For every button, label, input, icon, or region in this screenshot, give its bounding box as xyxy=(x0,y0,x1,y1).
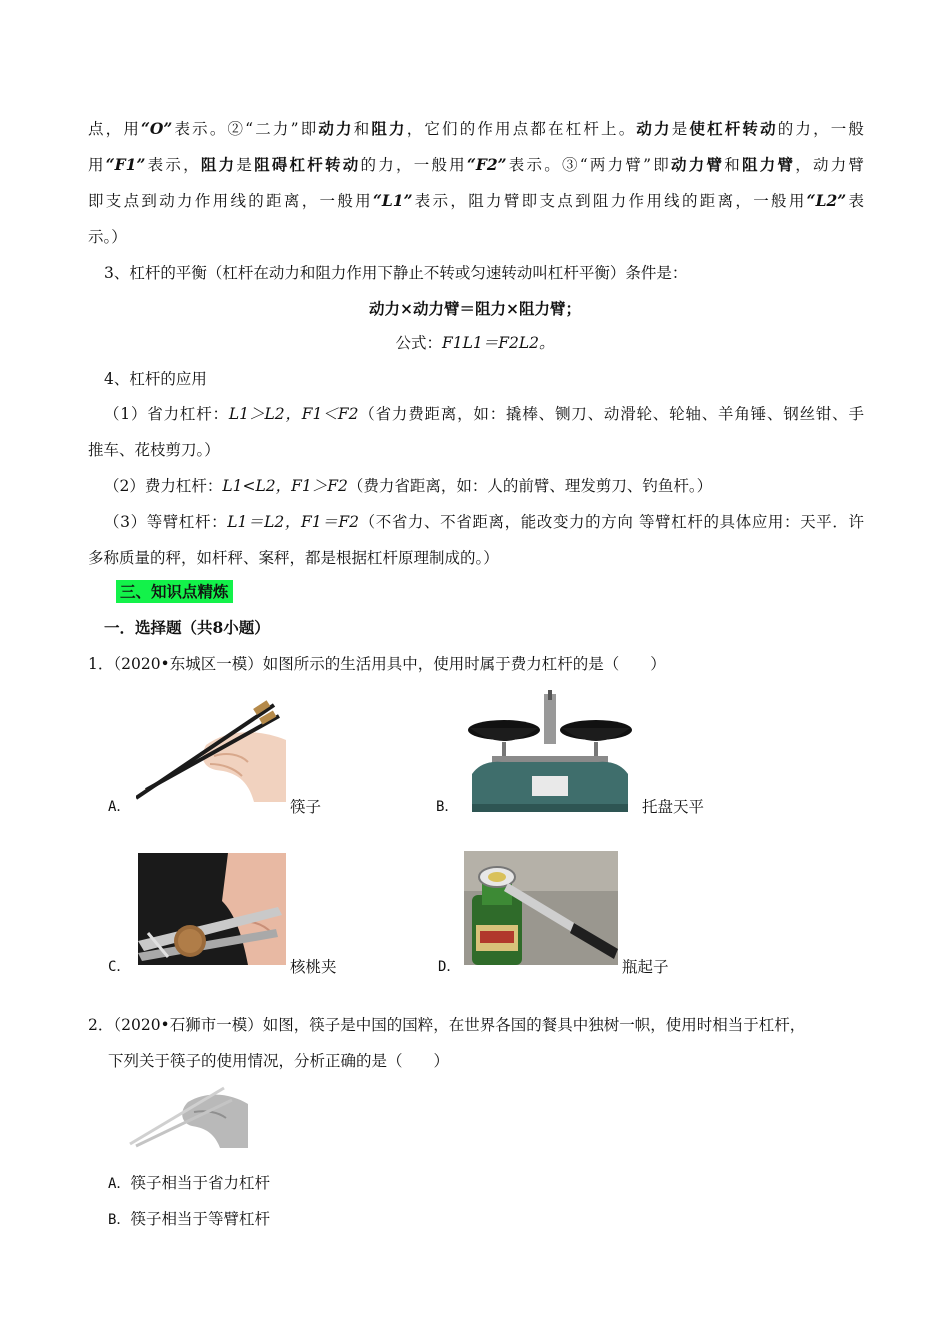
intro-line-2 xyxy=(88,155,864,175)
text: （1）省力杠杆： xyxy=(104,405,229,423)
option-c-letter: C． xyxy=(108,959,131,975)
intro-line-1 xyxy=(88,119,864,139)
formula: L1<L2，F1＞F2 xyxy=(222,477,348,495)
section-heading xyxy=(116,582,864,602)
text: 是 xyxy=(236,156,255,174)
symbol-l2: “L2” xyxy=(806,191,847,210)
text: 表示，阻力臂即支点到阻力作用线的距离，一般用 xyxy=(412,192,807,210)
formula: L1＝L2，F1＝F2 xyxy=(227,513,359,531)
term: 使杠杆转动 xyxy=(689,119,778,138)
text: （费力省距离，如：人的前臂、理发剪刀、钓鱼杆。） xyxy=(347,477,713,495)
application-c1 xyxy=(104,404,864,424)
section-sub: 一．选择题（共8小题） xyxy=(104,618,270,637)
q2-option-a[interactable] xyxy=(108,1173,864,1194)
text: ，它们的作用点都在杠杆上。 xyxy=(406,120,637,138)
term: 阻力臂 xyxy=(742,155,796,174)
application-c3-cont: 多称质量的秤，如杆秤、案秤，都是根据杠杆原理制成的。） xyxy=(88,549,499,567)
option-letter: B． xyxy=(108,1212,131,1228)
option-c-label[interactable]: 核桃夹 xyxy=(290,958,337,976)
text: （省力费距离，如：撬棒、铡刀、动滑轮、轮轴、羊角锤、钢丝钳、手 xyxy=(358,405,864,423)
application-c3 xyxy=(104,512,864,532)
balance-scale-image xyxy=(462,690,638,814)
option-letter: A． xyxy=(108,1176,131,1192)
chopsticks-image xyxy=(136,700,286,802)
symbol-f2: “F2” xyxy=(466,155,507,174)
option-b-label[interactable]: 托盘天平 xyxy=(642,798,705,816)
application-title: 4、杠杆的应用 xyxy=(104,370,207,388)
text: 表示， xyxy=(145,156,201,174)
text: 表示。②“二力”即 xyxy=(172,120,319,138)
q1-stem: 1．（2020•东城区一模）如图所示的生活用具中，使用时属于费力杠杆的是（ ） xyxy=(88,655,666,673)
q2-option-b[interactable] xyxy=(108,1209,864,1230)
text: 的力，一般用 xyxy=(360,156,467,174)
text: 表示。③“两力臂”即 xyxy=(506,156,672,174)
option-text: 筷子相当于省力杠杆 xyxy=(130,1174,270,1192)
text: （3）等臂杠杆： xyxy=(104,513,228,531)
term-resistance: 阻力 xyxy=(371,119,407,138)
text: 的力，一般 xyxy=(777,120,864,138)
formula-label: 公式： xyxy=(395,334,442,352)
q2-stem-2: 下列关于筷子的使用情况，分析正确的是（ ） xyxy=(108,1052,450,1070)
text: 和 xyxy=(353,120,372,138)
option-d-letter: D． xyxy=(438,959,461,975)
text: （不省力、不省距离，能改变力的方向 等臂杠杆的具体应用：天平．许 xyxy=(358,513,864,531)
chopsticks-hand-image xyxy=(128,1082,248,1148)
q2-stem-1: 2．（2020•石狮市一模）如图，筷子是中国的国粹，在世界各国的餐具中独树一帜，使用时相当于杠杆， xyxy=(88,1016,806,1034)
intro-line-3 xyxy=(88,191,864,211)
application-c1-cont: 推车、花枝剪刀。） xyxy=(88,441,220,459)
text: 表 xyxy=(846,192,864,210)
balance-item: 3、杠杆的平衡（杠杆在动力和阻力作用下静止不转或匀速转动叫杠杆平衡）条件是： xyxy=(104,264,688,282)
symbol-f1: “F1” xyxy=(105,155,146,174)
formula: L1＞L2，F1＜F2 xyxy=(228,405,359,423)
text: ，动力臂 xyxy=(795,156,864,174)
text: 即支点到动力作用线的距离，一般用 xyxy=(88,192,373,210)
option-d-label[interactable]: 瓶起子 xyxy=(622,958,669,976)
formula: F1L1＝F2L2。 xyxy=(441,334,555,352)
option-a-label[interactable]: 筷子 xyxy=(290,798,322,816)
text: （2）费力杠杆： xyxy=(104,477,223,495)
balance-rule: 动力×动力臂＝阻力×阻力臂； xyxy=(369,299,581,318)
highlighted-heading: 三、知识点精炼 xyxy=(116,580,233,603)
application-c2 xyxy=(104,476,864,496)
text: 用 xyxy=(88,156,106,174)
symbol-o: “O” xyxy=(141,119,173,138)
term: 阻碍杠杆转动 xyxy=(254,155,361,174)
bottle-opener-image xyxy=(464,851,618,965)
symbol-l1: “L1” xyxy=(372,191,413,210)
term-effort: 动力 xyxy=(318,119,354,138)
option-b-letter: B． xyxy=(436,799,459,815)
text: 和 xyxy=(724,156,742,174)
text: 是 xyxy=(671,120,690,138)
option-text: 筷子相当于等臂杠杆 xyxy=(130,1210,270,1228)
intro-line-4: 示。） xyxy=(88,228,127,246)
term-effort: 动力 xyxy=(636,119,672,138)
term: 阻力 xyxy=(200,155,237,174)
term: 动力臂 xyxy=(671,155,725,174)
text: 点，用 xyxy=(88,120,141,138)
balance-formula xyxy=(0,333,950,353)
option-a-letter: A． xyxy=(108,799,131,815)
nutcracker-image xyxy=(138,853,286,965)
